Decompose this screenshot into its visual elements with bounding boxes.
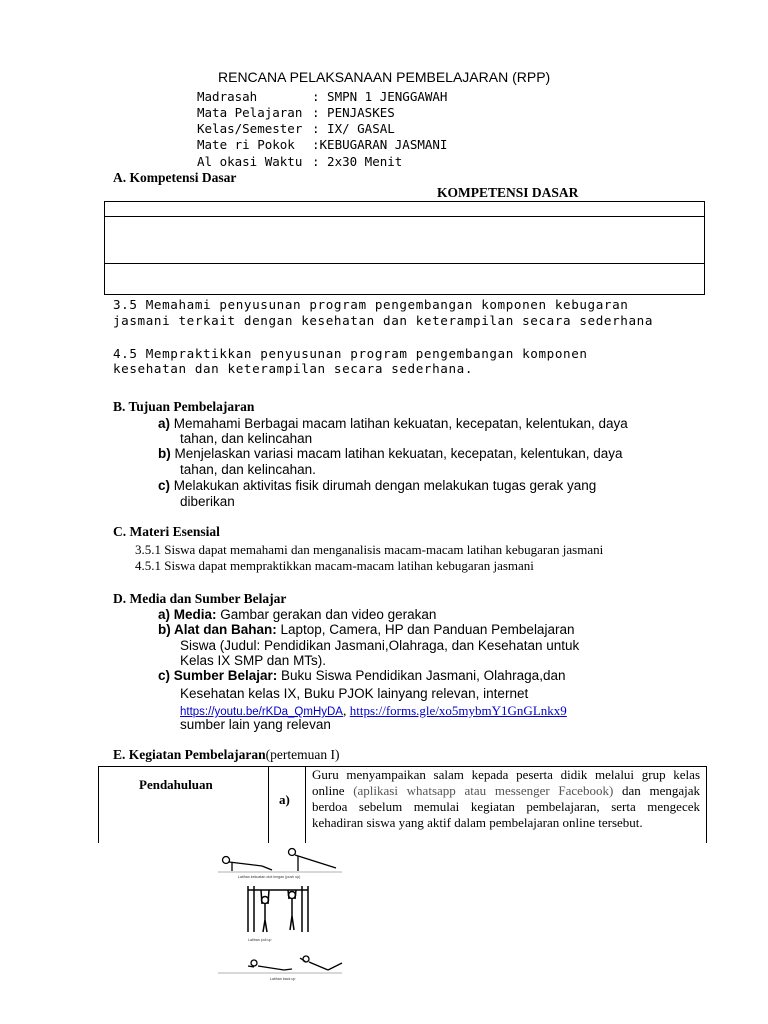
alat-line2: Siswa (Judul: Pendidikan Jasmani,Olahraga, dan Kesehatan untuk [180,638,580,653]
meta-label: Madrasah [197,89,258,104]
table-divider [268,767,269,843]
section-b-heading: B. Tujuan Pembelajaran [113,399,255,414]
activity-text-part3: dan mengajak berdoa sebelum memulai kegiatan pembelajaran, serta mengecek kehadiran siswa yang aktif dalam pembelajaran online tersebut. [312,783,700,830]
sumber-line [158,668,565,683]
exercise-illustration [218,846,346,986]
tujuan-item-c-line2: diberikan [180,494,235,509]
meta-label: Kelas/Semester [197,121,303,136]
push-up-figure [223,849,337,872]
meta-value: : SMPN 1 JENGGAWAH [312,89,448,104]
meta-row-kelas-semester [197,121,395,136]
activity-text-part1: Guru menyampaikan salam kepada peserta didik melalui grup kelas online [312,767,700,798]
item-text: Menjelaskan variasi macam latihan kekuatan, kecepatan, kelentukan, daya [174,446,623,461]
back-up-figure [248,956,342,970]
alat-label: b) Alat dan Bahan: [158,622,277,637]
section-d-heading: D. Media dan Sumber Belajar [113,591,287,606]
meta-label: Al okasi Waktu [197,154,303,169]
kd-table [104,201,705,295]
meta-value: : PENJASKES [312,105,395,120]
item-label: c) [158,478,171,493]
figure-caption: Latihan pull up [248,938,272,942]
section-c-heading: C. Materi Esensial [113,524,220,539]
sumber-label: c) Sumber Belajar: [158,668,278,683]
figure-caption: Latihan kekuatan otot lengan (push up) [238,875,301,879]
meta-row-alokasi-waktu [197,154,403,169]
meta-value: : IX/ GASAL [312,121,395,136]
sumber-line2: Kesehatan kelas IX, Buku PJOK lainyang relevan, internet [180,686,529,701]
link-separator: , [342,703,350,718]
kd-table-header: KOMPETENSI DASAR [437,185,579,200]
alat-line3: Kelas IX SMP dan MTs). [180,653,327,668]
meta-row-madrasah [197,89,448,104]
meta-value: :KEBUGARAN JASMANI [312,137,448,152]
document-title: RENCANA PELAKSANAAN PEMBELAJARAN (RPP) [218,69,551,85]
section-e-heading [113,746,339,764]
tujuan-item-b [158,446,623,461]
item-label: a) [158,416,171,431]
youtube-link[interactable]: https://youtu.be/rKDa_QmHyDA [180,706,343,718]
figure-caption: Latihan back up [270,977,296,981]
kd-4-5-line2: kesehatan dan keterampilan secara sederhana. [113,361,474,376]
forms-link[interactable]: https://forms.gle/xo5mybmY1GnGLnkx9 [349,703,567,718]
tujuan-item-b-line2: tahan, dan kelincahan. [180,462,316,477]
section-e-title: E. Kegiatan Pembelajaran [113,747,266,762]
activity-text [312,767,700,831]
tujuan-item-a [158,416,628,431]
activity-text-app: (aplikasi whatsapp atau messenger Facebook) [353,783,614,798]
meta-row-materi-pokok [197,137,448,152]
media-line [158,607,436,622]
meta-label: Mate ri Pokok [197,137,295,152]
alat-line [158,622,574,637]
kegiatan-table [98,766,707,843]
item-label: b) [158,446,171,461]
alat-text: Laptop, Camera, HP dan Panduan Pembelajaran [276,622,575,637]
materi-item-2: 4.5.1 Siswa dapat mempraktikkan macam-macam latihan kebugaran jasmani [135,558,534,573]
pendahuluan-label: Pendahuluan [139,777,213,792]
kd-3-5-line2: jasmani terkait dengan kesehatan dan keterampilan secara sederhana [113,313,654,328]
tujuan-item-c [158,478,596,493]
kd-3-5-line1: 3.5 Memahami penyusunan program pengembangan komponen kebugaran [113,297,629,312]
table-divider [305,767,306,843]
meta-label: Mata Pelajaran [197,105,303,120]
table-divider [105,263,704,264]
sumber-text: Buku Siswa Pendidikan Jasmani, Olahraga,dan [277,668,566,683]
table-divider [105,216,704,217]
tujuan-item-a-line2: tahan, dan kelincahan [180,431,313,446]
activity-item-label: a) [279,792,290,807]
media-text: Gambar gerakan dan video gerakan [216,607,437,622]
section-a-heading: A. Kompetensi Dasar [113,170,237,185]
meta-value: : 2x30 Menit [312,154,403,169]
pull-up-figure [248,886,308,932]
materi-item-1: 3.5.1 Siswa dapat memahami dan menganalisis macam-macam latihan kebugaran jasmani [135,542,604,557]
exercise-figure-svg [218,846,346,986]
meta-row-mata-pelajaran [197,105,395,120]
item-text: Memahami Berbagai macam latihan kekuatan, kecepatan, kelentukan, daya [173,416,628,431]
section-e-suffix: (pertemuan I) [265,747,340,762]
sumber-line4: sumber lain yang relevan [180,717,331,732]
item-text: Melakukan aktivitas fisik dirumah dengan melakukan tugas gerak yang [173,478,597,493]
media-label: a) Media: [158,607,217,622]
kd-4-5-line1: 4.5 Mempraktikkan penyusunan program pengembangan komponen [113,346,588,361]
